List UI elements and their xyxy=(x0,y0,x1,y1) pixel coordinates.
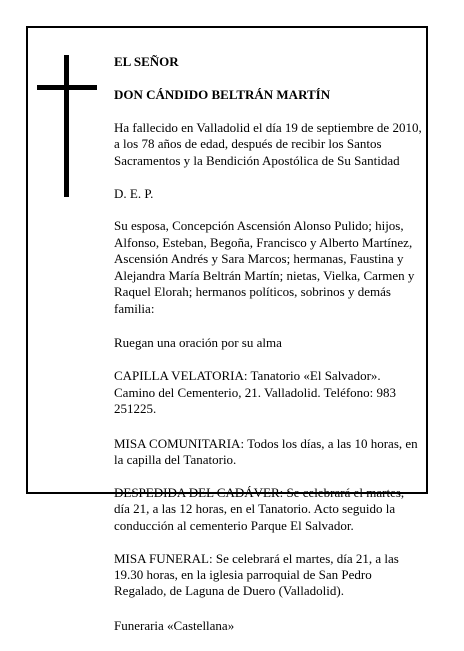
rip-line: D. E. P. xyxy=(114,185,154,201)
title-line-1: EL SEÑOR xyxy=(114,54,179,70)
funeral-mass-info: MISA FUNERAL: Se celebrará el martes, día 21, a las 19.30 horas, en la iglesia parroquial de San Pedro Regalado, de Laguna de Duero (Valladolid). xyxy=(114,550,399,599)
wake-room-info: CAPILLA VELATORIA: Tanatorio «El Salvador». Camino del Cementerio, 21. Valladolid. Teléfono: 983 251225. xyxy=(114,368,397,416)
notice-text-block xyxy=(114,38,422,651)
deceased-name: DON CÁNDIDO BELTRÁN MARTÍN xyxy=(114,87,331,103)
death-announcement: Ha fallecido en Valladolid el día 19 de septiembre de 2010, a los 78 años de edad, después de recibir los Santos Sacramentos y la Bendición Apostólica de Su Santidad xyxy=(114,120,422,168)
funeral-home: Funeraria «Castellana» xyxy=(114,618,235,634)
farewell-info: DESPEDIDA DEL CADÁVER: Se celebrará el martes, día 21, a las 12 horas, en el Tanatorio. Acto seguido la conducción al cementerio Parque El Salvador. xyxy=(114,484,405,533)
cross-vertical-bar xyxy=(64,55,69,197)
cross-horizontal-bar xyxy=(37,85,97,90)
community-mass-info: MISA COMUNITARIA: Todos los días, a las 10 horas, en la capilla del Tanatorio. xyxy=(114,435,418,468)
prayer-request: Ruegan una oración por su alma xyxy=(114,335,282,351)
family-list: Su esposa, Concepción Ascensión Alonso Pulido; hijos, Alfonso, Esteban, Begoña, Francisco y Alberto Martínez, Ascensión Andrés y Sara Marcos; hermanas, Faustina y Alejandra María Beltrán Martín; nietas, Vielka, Carmen y Raquel Elorah; hermanos políticos, sobrinos y demás familia: xyxy=(114,218,415,316)
